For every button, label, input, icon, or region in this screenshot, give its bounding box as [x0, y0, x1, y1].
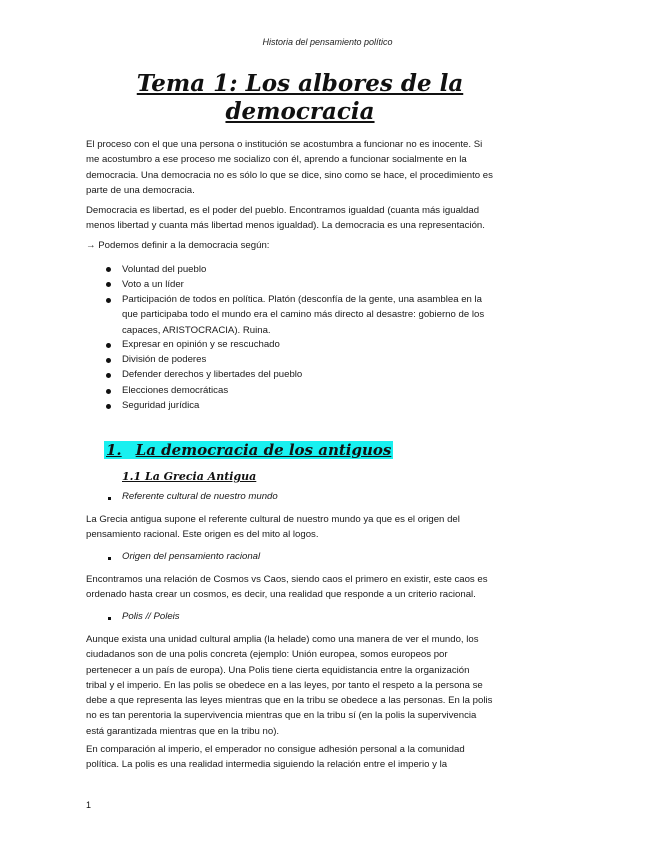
running-header: Historia del pensamiento político: [262, 37, 393, 47]
list-item: Voluntad del pueblo: [122, 264, 207, 275]
section-title: La democracia de los antiguos: [135, 441, 392, 459]
text-line: democracia. Una democracia no es sólo lo que se dice, sino como se hace, el procedimiento es: [86, 169, 493, 181]
list-item: [122, 292, 484, 338]
square-bullet-icon: [108, 557, 111, 560]
square-bullet-icon: [108, 497, 111, 500]
definition-lead: → Podemos definir a la democracia según:: [86, 240, 270, 251]
list-item: Elecciones democráticas: [122, 385, 229, 396]
bullet-icon: [106, 358, 111, 363]
title-line-2: democracia: [225, 98, 375, 125]
bullet-icon: [106, 389, 111, 394]
text-line: El proceso con el que una persona o institución se acostumbra a funcionar no es inocente. Si: [86, 139, 483, 150]
intro-paragraph-2: [86, 203, 520, 234]
page-number: 1: [86, 800, 92, 810]
section-number: 1.: [106, 441, 122, 459]
text-line: ciudadanos son de una polis concreta (ejemplo: Unión europea, somos europeos por: [86, 649, 448, 661]
text-line: pensamiento racional. Este origen es del mito al logos.: [86, 529, 319, 541]
page-title: [100, 70, 500, 126]
subsection-heading: 1.1 La Grecia Antigua: [122, 470, 257, 483]
list-item: Expresar en opinión y se rescuchado: [122, 339, 280, 350]
text-line: debe a que representa las leyes mientras que en la tribu se obedece a las personas. En la polis: [86, 695, 493, 707]
text-line: me acostumbro a ese proceso me socializo con él, aprendo a funcionar socialmente en la: [86, 154, 467, 166]
list-item: División de poderes: [122, 354, 207, 365]
text-line: no es tan perentoria la supervivencia mientras que en la tribu sí (en la polis la supervivencia: [86, 710, 477, 722]
title-line-1: Tema 1: Los albores de la: [136, 70, 464, 97]
text-line: menos libertad y cuanta más libertad menos igualdad). La democracia es una representación.: [86, 220, 485, 232]
text-line: Encontramos una relación de Cosmos vs Caos, siendo caos el primero en existir, este caos es: [86, 574, 488, 585]
text-line: En comparación al imperio, el emperador no consigue adhesión personal a la comunidad: [86, 744, 465, 755]
text-line: parte de una democracia.: [86, 184, 195, 196]
topic-item: Polis // Poleis: [122, 611, 180, 622]
text-line: Aunque exista una unidad cultural amplia (la helade) como una manera de ver el mundo, los: [86, 634, 479, 645]
text-line: política. La polis es una realidad intermedia siguiendo la relación entre el imperio y la: [86, 759, 448, 771]
list-item: Defender derechos y libertades del pueblo: [122, 369, 303, 380]
bullet-icon: [106, 373, 111, 378]
topic-item: Origen del pensamiento racional: [122, 551, 261, 562]
intro-paragraph-1: [86, 137, 520, 198]
text-line: ordenado hasta crear un cosmos, es decir, una realidad que responde a un criterio racional.: [86, 589, 476, 601]
text-line: pertenecer a un país de europa). Una Polis tiene cierta equidistancia entre la organización: [86, 664, 470, 676]
paragraph: [86, 632, 520, 739]
section-heading: [104, 441, 393, 459]
bullet-icon: [106, 404, 111, 409]
topic-item: Referente cultural de nuestro mundo: [122, 491, 278, 502]
bullet-icon: [106, 267, 111, 272]
text-line: está garantizada mientras que en la tribu no).: [86, 725, 280, 737]
text-line: tribal y el imperio. En las polis se obedece en a las leyes, por tanto el respeto a la persona se: [86, 679, 483, 691]
text-line: Democracia es libertad, es el poder del pueblo. Encontramos igualdad (cuanta más igualdad: [86, 205, 480, 216]
text-line: capaces, ARISTOCRACIA). Ruina.: [122, 324, 271, 336]
bullet-icon: [106, 343, 111, 348]
square-bullet-icon: [108, 617, 111, 620]
paragraph: [86, 512, 520, 543]
text-line: La Grecia antigua supone el referente cultural de nuestro mundo ya que es el origen del: [86, 514, 460, 525]
paragraph: [86, 572, 520, 603]
list-item: Voto a un líder: [122, 279, 184, 290]
paragraph: [86, 742, 520, 773]
list-item: Seguridad jurídica: [122, 400, 200, 411]
bullet-icon: [106, 298, 111, 303]
text-line: Participación de todos en política. Platón (desconfía de la gente, una asamblea en la: [122, 294, 483, 305]
text-line: que participaba todo el mundo era el camino más directo al desastre: gobierno de los: [122, 309, 485, 321]
bullet-icon: [106, 282, 111, 287]
